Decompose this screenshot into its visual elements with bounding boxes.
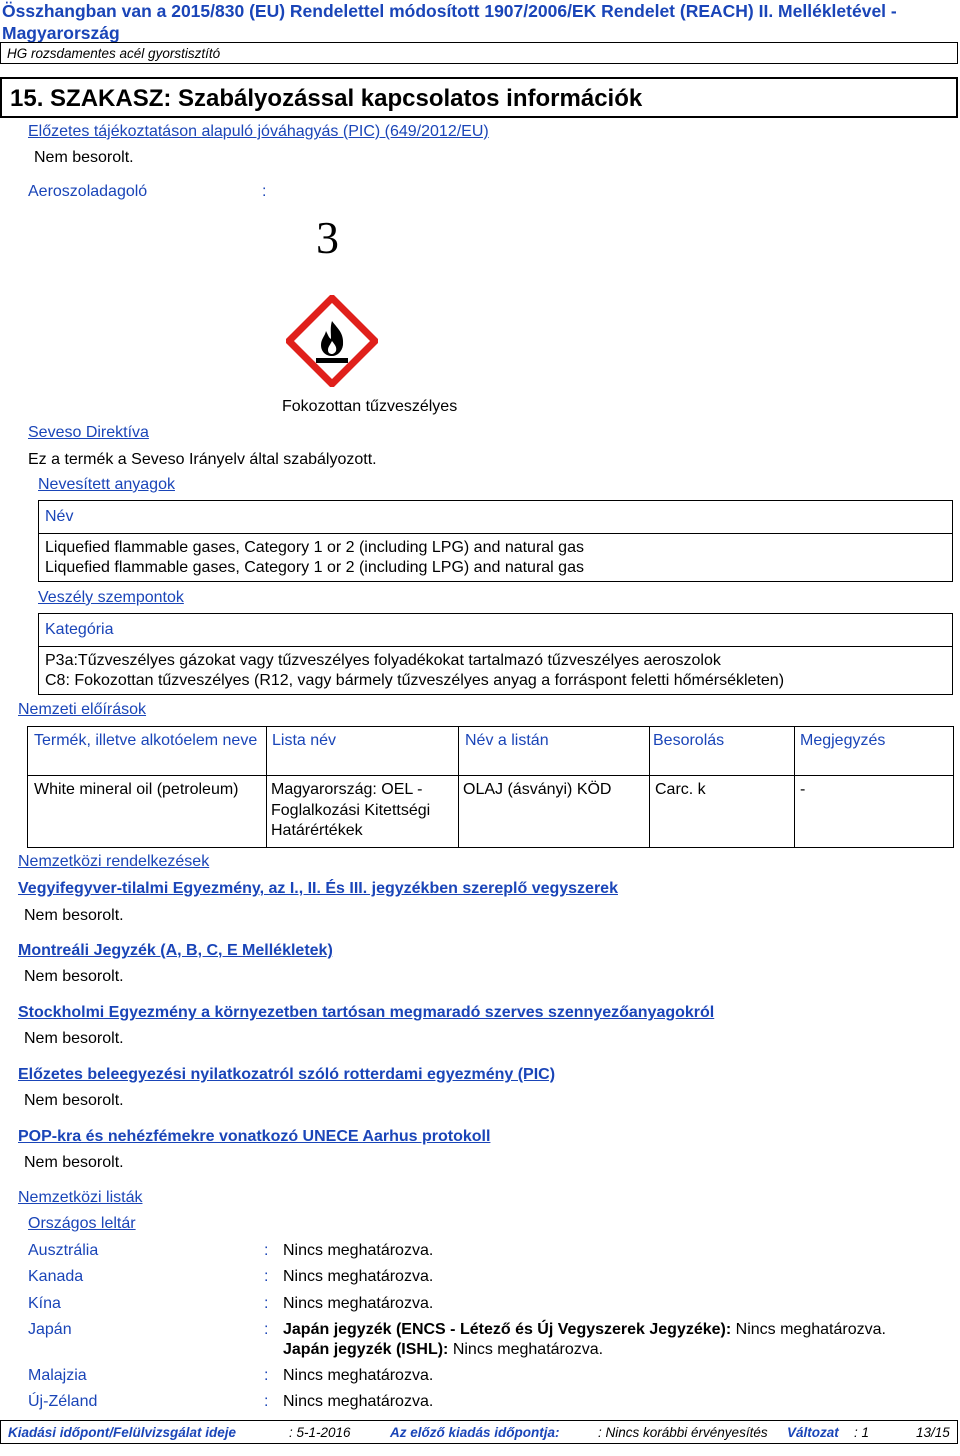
footer-issue-value: : 5-1-2016 [289,1425,351,1440]
product-name-box [0,42,958,64]
named-substances-heading: Nevesített anyagok [38,476,175,493]
product-name: HG rozsdamentes acél gyorstisztító [7,46,221,61]
international-lists-heading: Nemzetközi listák [18,1189,143,1206]
convention-title: Vegyifegyver-tilalmi Egyezmény, az I., II. És III. jegyzékben szereplő vegyszerek [18,880,618,897]
convention-value: Nem besorolt. [24,1030,124,1047]
named-substance: Liquefied flammable gases, Category 1 or 2 (including LPG) and natural gas [45,559,584,576]
cell-classification: Carc. k [655,781,706,798]
country-value-japan-2 [283,1341,603,1359]
country-value: Nincs meghatározva. [283,1295,434,1312]
convention-value: Nem besorolt. [24,1154,124,1171]
footer-page-number: 13/15 [916,1425,950,1440]
country-colon: : [264,1393,269,1410]
convention-value: Nem besorolt. [24,907,124,924]
convention-title: Stockholmi Egyezmény a környezetben tartósan megmaradó szerves szennyezőanyagokról [18,1004,715,1021]
country-value: Nincs meghatározva. [283,1393,434,1410]
country-colon: : [264,1242,269,1259]
names-box [38,533,953,582]
column-header-classification: Besorolás [653,732,725,749]
country-value: Nincs meghatározva. [283,1242,434,1259]
convention-title: POP-kra és nehézfémekre vonatkozó UNECE Aarhus protokoll [18,1128,491,1145]
pictogram-caption: Fokozottan tűzveszélyes [282,398,458,415]
seveso-heading: Seveso Direktíva [28,424,149,441]
country-name: Kanada [28,1268,84,1285]
country-colon: : [264,1295,269,1312]
country-name: Japán [28,1321,72,1338]
footer-version-value: : 1 [854,1425,870,1440]
column-header-product: Termék, illetve alkotóelem neve [34,732,258,749]
section-title: 15. SZAKASZ: Szabályozással kapcsolatos információk [10,85,643,112]
national-table [27,726,954,848]
document-header-title: Összhangban van a 2015/830 (EU) Rendelettel módosított 1907/2006/EK Rendelet (REACH) II. Mellékletével - Magyarország [2,1,897,43]
category-header: Kategória [45,621,114,638]
cell-remark: - [800,781,806,798]
section-title-box [0,77,958,118]
footer-previous-value: : Nincs korábbi érvényesítés [598,1425,768,1440]
pic-value: Nem besorolt. [34,149,134,166]
convention-title: Montreáli Jegyzék (A, B, C, E Mellékletek) [18,942,333,959]
international-heading: Nemzetközi rendelkezések [18,853,210,870]
name-header: Név [45,508,74,525]
country-value-japan-1 [283,1321,886,1339]
column-header-list-name: Lista név [272,732,337,749]
country-colon: : [264,1321,269,1338]
named-substance: Liquefied flammable gases, Category 1 or 2 (including LPG) and natural gas [45,539,584,556]
national-regulations-heading: Nemzeti előírások [18,701,147,718]
aerosol-label: Aeroszoladagoló [28,183,148,200]
cell-product: White mineral oil (petroleum) [34,781,239,798]
country-name: Kína [28,1295,61,1312]
convention-value: Nem besorolt. [24,968,124,985]
country-colon: : [264,1268,269,1285]
category-header-box [38,613,953,647]
convention-value: Nem besorolt. [24,1092,124,1109]
cell-name-on-list: OLAJ (ásványi) KÖD [463,781,612,798]
seveso-text: Ez a termék a Seveso Irányelv által szabályozott. [28,451,377,468]
categories-box [38,646,953,695]
cell-list-name: Magyarország: OEL - Foglalkozási Kitettségi Határértékek [271,781,431,839]
footer [0,1420,958,1444]
japan-list-label: Japán jegyzék (ISHL): [283,1341,449,1358]
country-name: Malajzia [28,1367,87,1384]
flame-hazard-icon [286,295,378,387]
country-colon: : [264,1367,269,1384]
column-header-name-on-list: Név a listán [465,732,549,749]
country-value: Nincs meghatározva. [283,1268,434,1285]
column-header-remark: Megjegyzés [800,732,886,749]
convention-title: Előzetes beleegyezési nyilatkozatról szóló rotterdami egyezmény (PIC) [18,1066,556,1083]
footer-issue-label: Kiadási időpont/Felülvizsgálat ideje [8,1425,237,1440]
aerosol-category-number: 3 [316,212,339,263]
footer-previous-label: Az előző kiadás időpontja: [390,1425,560,1440]
hazard-category: P3a:Tűzveszélyes gázokat vagy tűzveszélyes folyadékokat tartalmazó tűzveszélyes aeroszolok [45,652,721,669]
country-name: Ausztrália [28,1242,99,1259]
japan-list-value: Nincs meghatározva. [731,1321,886,1338]
aerosol-colon: : [262,183,267,200]
hazard-category: C8: Fokozottan tűzveszélyes (R12, vagy bármely tűzveszélyes anyag a forráspont feletti hőmérsékleten) [45,672,785,689]
name-header-box [38,500,953,534]
hazard-aspects-heading: Veszély szempontok [38,589,184,606]
footer-version-label: Változat [787,1425,839,1440]
japan-list-value: Nincs meghatározva. [448,1341,604,1358]
japan-list-label: Japán jegyzék (ENCS - Létező és Új Vegyszerek Jegyzéke): [283,1321,732,1338]
country-name: Új-Zéland [28,1393,98,1410]
pic-heading: Előzetes tájékoztatáson alapuló jóváhagyás (PIC) (649/2012/EU) [28,123,489,140]
national-inventory-heading: Országos leltár [28,1215,136,1232]
country-value: Nincs meghatározva. [283,1367,434,1384]
